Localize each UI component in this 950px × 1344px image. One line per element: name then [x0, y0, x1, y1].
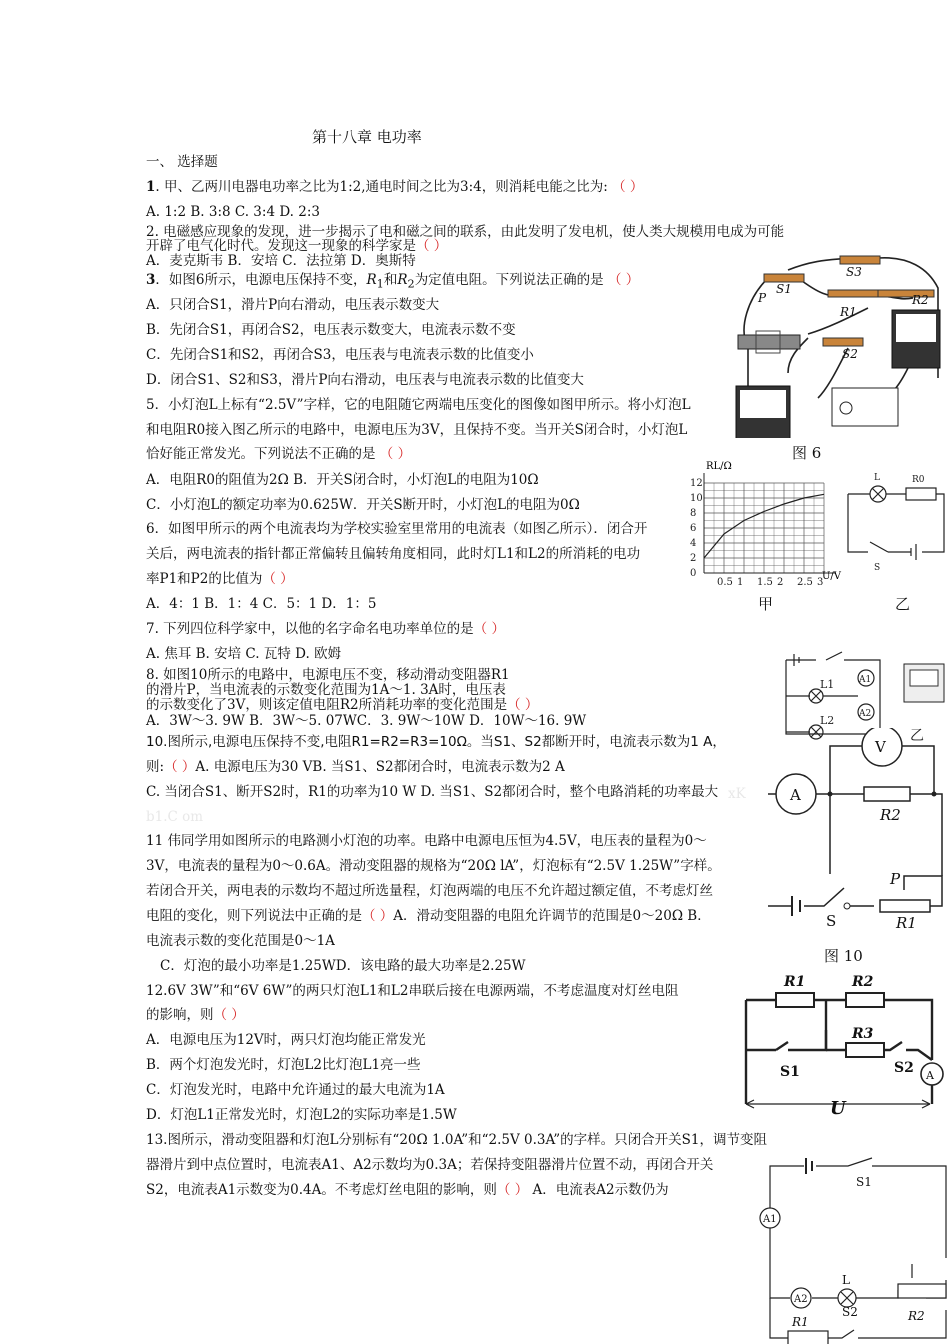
label-a1: A1: [859, 675, 872, 685]
watermark: xK: [728, 786, 746, 802]
label-p: P: [758, 291, 767, 305]
figure-jia-graph: [686, 455, 856, 615]
figure-yi-circuit: [840, 470, 950, 580]
label-a: A: [926, 1069, 934, 1082]
figure-jia-caption: 甲: [758, 595, 774, 613]
q12-option-b: B．两个灯泡发光时，灯泡L2比灯泡L1亮一些: [146, 1057, 421, 1073]
resistor-r3: [846, 1043, 884, 1057]
label-s1: S1: [780, 1064, 800, 1080]
label-l: L: [874, 473, 880, 483]
q1-stem: 1. 甲、乙两川电器电功率之比为1:2,通电时间之比为3:4，则消耗电能之比为: （ ）: [146, 179, 644, 195]
label-r2: R2: [908, 1309, 925, 1323]
q5-stem-text: 恰好能正常发光。下列说法不正确的是: [146, 446, 376, 462]
label-r0: R0: [912, 475, 925, 485]
q11-options-cd: C．灯泡的最小功率是1.25WD．该电路的最大功率是2.25W: [160, 958, 526, 974]
q5-stem-3: [146, 446, 411, 462]
label-s3: S3: [846, 265, 862, 279]
power-supply: [832, 388, 898, 426]
q12-stem: 12.6V 3W”和“6V 6W”的两只灯泡L1和L2串联后接在电源两端，不考虑温度对灯丝电阻: [146, 983, 679, 999]
q10-options-cd: C. 当闭合S1、断开S2时，R1的功率为10 W D. 当S1、S2都闭合时，整个电路消耗的功率最大: [146, 784, 719, 800]
label-u: U: [830, 1098, 846, 1116]
q5-stem-2: 和电阻R0接入图乙所示的电路中，电源电压为3V，且保持不变。当开关S闭合时，小灯泡L: [146, 422, 688, 438]
figure-yi-caption: 乙: [895, 595, 911, 613]
label-l2: L2: [820, 714, 835, 727]
switch-s1: [764, 274, 804, 282]
q8-options: A．3W～3. 9W B．3W～5. 07WC．3. 9W～10W D．10W～16. 9W: [146, 713, 587, 729]
q10-stem: 10.图所示,电源电压保持不变,电阻R1=R2=R3=10Ω。当S1、S2都断开时，电流表示数为1 A，: [146, 734, 726, 750]
x-tick-label: 2.5: [797, 577, 813, 588]
rheostat-r2: [898, 1284, 946, 1298]
q13-option-a: A．电流表A2示数仍为: [532, 1182, 669, 1198]
y-tick-label: 4: [690, 538, 697, 549]
q6-stem-3: [146, 571, 294, 587]
y-tick-label: 12: [690, 478, 703, 489]
graph-grid: [704, 473, 836, 573]
q11-option-b: 电流表示数的变化范围是0～1A: [146, 933, 335, 949]
label-v: V: [875, 738, 886, 756]
label-r2: R2: [852, 974, 874, 990]
watermark-2: b1.C om: [146, 809, 204, 825]
q3-stem: 3．如图6所示，电源电压保持不变，$R_1$和$R_2$为定值电阻。下列说法正确的是 （ ）: [146, 272, 640, 291]
y-tick-label: 8: [690, 508, 697, 519]
y-tick-label: 10: [690, 493, 703, 504]
label-yi: 乙: [910, 728, 924, 744]
label-p: P: [890, 870, 901, 888]
label-a1: A1: [763, 1214, 777, 1225]
figure-q13-circuit: [750, 1150, 950, 1344]
q2-stem-text: 开辟了电气化时代。发现这一现象的科学家是: [146, 238, 416, 254]
q2-options: A．麦克斯韦 B．安培 C．法拉第 D．奥斯特: [146, 253, 416, 269]
answer-bracket: （ ）: [262, 571, 294, 587]
q13-stem-3: [146, 1182, 669, 1198]
answer-bracket: （ ）: [496, 1182, 529, 1198]
q11-stem-text: 电阻的变化，则下列说法中正确的是: [146, 908, 362, 924]
q13-stem-text: S2，电流表A1示数变为0.4A。不考虑灯丝电阻的影响，则: [146, 1182, 497, 1198]
q11-stem-3: 若闭合开关，两电表的示数均不超过所选量程，灯泡两端的电压不允许超过额定值，不考虑灯丝: [146, 883, 713, 899]
q11-stem-2: 3V，电流表的量程为0～0.6A。滑动变阻器的规格为“20Ω lA”，灯泡标有“2.5V 1.25W”字样。: [146, 858, 721, 874]
x-tick-label: 1.5: [757, 577, 773, 588]
q7-options: A. 焦耳 B. 安培 C. 瓦特 D. 欧姆: [146, 646, 342, 662]
q2-stem: 2. 电磁感应现象的发现，进一步揭示了电和磁之间的联系，由此发明了发电机，使人类大规模用电成为可能: [146, 224, 785, 240]
q12-option-d: D．灯泡L1正常发光时，灯泡L2的实际功率是1.5W: [146, 1107, 457, 1123]
figure-6-caption: 图 6: [792, 444, 822, 462]
resistor-r1: [776, 993, 814, 1007]
answer-bracket: （ ）: [362, 908, 394, 924]
q3-option-b: B．先闭合S1，再闭合S2，电压表示数变大，电流表示数不变: [146, 322, 516, 338]
answer-bracket: （ ）: [607, 272, 640, 288]
figure-10-caption: 图 10: [824, 947, 863, 965]
q12-option-a: A．电源电压为12V时，两只灯泡均能正常发光: [146, 1032, 426, 1048]
y-tick-label: 2: [690, 553, 697, 564]
y-tick-label: 6: [690, 523, 697, 534]
q10-options-ab: A. 电源电压为30 VB. 当S1、S2都闭合时，电流表示数为2 A: [195, 759, 565, 775]
q11-option-a: A．滑动变阻器的电阻允许调节的范围是0～20Ω B．: [393, 908, 711, 924]
x-tick-label: 2: [777, 577, 784, 588]
label-a: A: [790, 786, 801, 804]
x-tick-label: 3: [817, 577, 824, 588]
q10-stem-2: [146, 759, 565, 775]
resistor-r1: [788, 1331, 828, 1344]
label-r1: R1: [792, 1315, 809, 1329]
q11-stem: 11 伟同学用如图所示的电路测小灯泡的功率。电路中电源电压恒为4.5V，电压表的量程为0～: [146, 833, 707, 849]
label-l: L: [842, 1273, 850, 1287]
x-tick-labels: [717, 577, 823, 588]
q11-stem-4: [146, 908, 711, 924]
label-s: S: [826, 912, 837, 930]
resistor-r2: [846, 993, 884, 1007]
label-s1: S1: [856, 1175, 872, 1189]
resistor-r2: [864, 787, 910, 801]
switch-s2: [823, 338, 863, 346]
x-tick-label: 0.5: [717, 577, 733, 588]
y-tick-label: 0: [690, 568, 697, 579]
x-axis-label: U/V: [822, 571, 842, 582]
x-tick-label: 1: [737, 577, 744, 588]
label-s2: S2: [842, 1305, 858, 1319]
label-r1: R1: [784, 974, 806, 990]
label-a2: A2: [859, 709, 872, 719]
switch-s3: [840, 256, 880, 264]
q12-stem-2: [146, 1007, 245, 1023]
q3-option-a: A．只闭合S1，滑片P向右滑动，电压表示数变大: [146, 297, 440, 313]
q2-stem-cont: [146, 238, 447, 254]
label-s: S: [874, 563, 881, 573]
label-a2: A2: [794, 1294, 808, 1305]
answer-bracket: （ ）: [612, 179, 644, 195]
label-r3: R3: [852, 1026, 874, 1042]
label-r1: R1: [840, 305, 857, 319]
q5-options-cd: C．小灯泡L的额定功率为0.625W．开关S断开时，小灯泡L的电阻为0Ω: [146, 497, 580, 513]
q6-options: A．4：1 B．1：4 C．5：1 D．1：5: [146, 596, 377, 612]
label-s2: S2: [894, 1060, 914, 1076]
label-r1: R1: [896, 914, 917, 932]
answer-bracket: （ ）: [507, 697, 539, 713]
q7-stem: [146, 621, 505, 637]
q6-stem-2: 关后，两电流表的指针都正常偏转且偏转角度相同，此时灯L1和L2的所消耗的电功: [146, 546, 641, 562]
resistor-r1: [828, 290, 884, 297]
label-s2: S2: [842, 347, 858, 361]
answer-bracket: （ ）: [213, 1007, 245, 1023]
rheostat: [738, 335, 800, 349]
q8-stem-3: [146, 697, 538, 713]
q6-stem: 6．如图甲所示的两个电流表均为学校实验室里常用的电流表（如图乙所示）．闭合开: [146, 521, 648, 537]
q3-option-d: D．闭合S1、S2和S3，滑片P向右滑动，电压表与电流表示数的比值变大: [146, 372, 584, 388]
answer-bracket: （ ）: [379, 446, 412, 462]
y-tick-labels: [690, 478, 703, 579]
page-title: 第十八章 电功率: [312, 128, 422, 146]
q8-stem: 8. 如图10所示的电路中，电源电压不变，移动滑动变阻器R1: [146, 667, 510, 683]
figure-q12-circuit: [740, 964, 948, 1116]
y-axis-label: RL/Ω: [706, 461, 732, 472]
figure-6-circuit: [728, 238, 948, 438]
q13-stem: 13.图所示，滑动变阻器和灯泡L分别标有“20Ω 1.0A”和“2.5V 0.3A”的字样。只闭合开关S1，调节变阻: [146, 1132, 768, 1148]
label-s1: S1: [776, 282, 792, 296]
q7-stem-text: 7. 下列四位科学家中，以他的名字命名电功率单位的是: [146, 621, 474, 637]
q13-stem-2: 器滑片到中点位置时，电流表A1、A2示数均为0.3A；若保持变阻器滑片位置不动，再闭合开关: [146, 1157, 714, 1173]
answer-bracket: （ ）: [416, 238, 448, 254]
q5-stem: 5．小灯泡L上标有“2.5V”字样，它的电阻随它两端电压变化的图像如图甲所示。将小灯泡L: [146, 397, 691, 413]
label-r2: R2: [880, 806, 901, 824]
q1-options: A. 1:2 B. 3:8 C. 3:4 D. 2:3: [146, 204, 320, 220]
section-heading: 一、 选择题: [146, 154, 218, 170]
label-r2: R2: [912, 293, 929, 307]
rheostat-r1: [880, 900, 930, 912]
answer-bracket: （ ）: [473, 621, 505, 637]
q12-stem-text: 的影响，则: [146, 1007, 214, 1023]
label-l1: L1: [820, 678, 835, 691]
q8-stem-2: 的滑片P，当电流表的示数变化范围为1A～1. 3A时，电压表: [146, 682, 506, 698]
figure-10-circuit: [768, 728, 950, 938]
answer-bracket: （ ）: [164, 759, 196, 775]
q8-stem-text: 的示数变化了3V，则该定值电阻R2所消耗功率的变化范围是: [146, 697, 508, 713]
q5-options-ab: A．电阻R0的阻值为2Ω B．开关S闭合时，小灯泡L的电阻为10Ω: [146, 472, 539, 488]
q10-stem-text: 则:: [146, 759, 165, 775]
q3-option-c: C．先闭合S1和S2，再闭合S3，电压表与电流表示数的比值变小: [146, 347, 534, 363]
q12-option-c: C．灯泡发光时，电路中允许通过的最大电流为1A: [146, 1082, 445, 1098]
q6-stem-text: 率P1和P2的比值为: [146, 571, 263, 587]
